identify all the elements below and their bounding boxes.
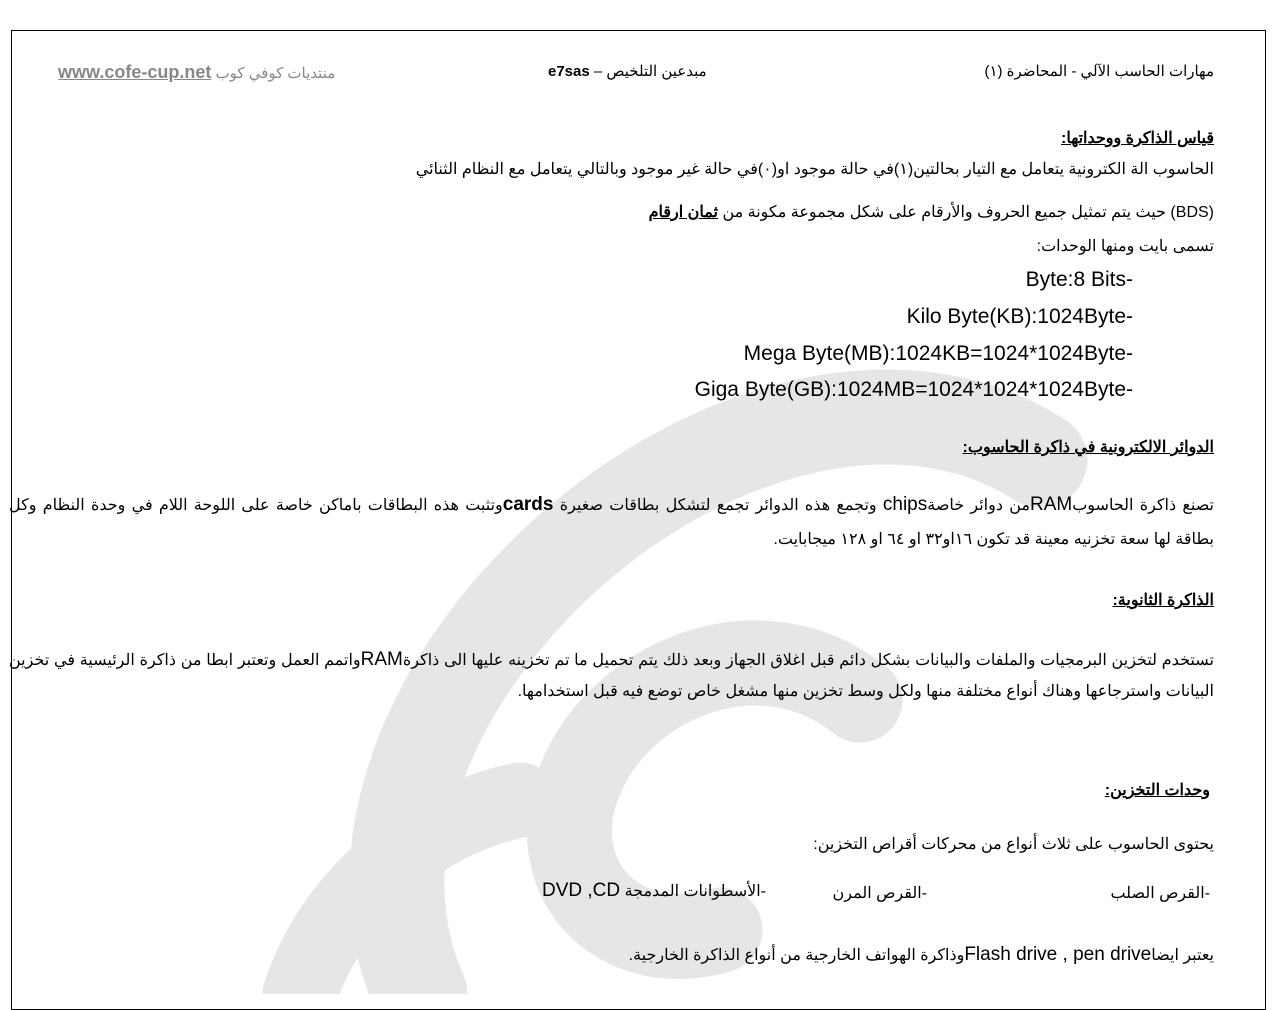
secondary-ram: RAM — [360, 649, 403, 670]
summary-label: مبدعين التلخيص – — [593, 63, 707, 80]
secondary-heading: الذاكرة الثانوية: — [1112, 592, 1214, 609]
storage-footer-2: وذاكرة الهواتف الخارجية من أنواع الذاكرة الخارجية. — [628, 947, 965, 964]
circuits-text-3: وتجمع هذه الدوائر تجمع لتشكل بطاقات صغيرة — [553, 497, 883, 514]
circuits-chips: chips — [882, 494, 928, 515]
storage-item-optical-en: DVD ,CD — [542, 880, 621, 901]
unit-megabyte: Mega Byte(MB):1024KB=1024*1024Byte- — [743, 342, 1133, 365]
forum-credit — [58, 62, 335, 83]
unit-kilobyte: Kilo Byte(KB):1024Byte- — [906, 305, 1133, 328]
secondary-text-2: واتمم العمل وتعتبر ابطا من ذاكرة الرئيسية في تخزين البيانات واسترجاعها وهناك أنواع مختلفة منها ولكل وسط تخزين منها مشغل خاص توضع فيه قبل استخدامها. — [9, 652, 1214, 700]
circuits-text-4: وتثبت هذه البطاقات باماكن خاصة على اللوحة اللام في وحدة النظام وكل بطاقة لها سعة تخزنيه معينة قد تكون ١٦او٣٢ او ٦٤ او ١٢٨ ميجابايت. — [9, 497, 1214, 548]
brand-name: e7sas — [548, 63, 590, 80]
memory-line-2-text: (BDS) حيث يتم تمثيل جميع الحروف والأرقام على شكل مجموعة مكونة من — [722, 204, 1214, 221]
circuits-ram: RAM — [1029, 494, 1073, 515]
circuits-text-2: من دوائر خاصة — [927, 497, 1030, 514]
summary-credit — [548, 62, 707, 80]
circuits-paragraph — [9, 488, 1214, 557]
circuits-cards: cards — [502, 494, 554, 515]
storage-item-hard-disk: -القرص الصلب — [1110, 885, 1210, 902]
secondary-text-1: تستخدم لتخزين البرمجيات والملفات والبيانات بشكل دائم قبل اغلاق الجهاز وبعد ذلك يتم تحميل ما تم تخزينه عليها الى ذاكرة — [402, 652, 1214, 669]
memory-line-2 — [649, 202, 1214, 222]
storage-footer-flash: Flash drive , pen drive — [964, 944, 1152, 965]
storage-item-floppy: -القرص المرن — [832, 885, 927, 902]
memory-line-2-bold: ثمان ارقام — [648, 204, 718, 221]
course-title: مهارات الحاسب الآلي - المحاضرة (١) — [984, 63, 1214, 80]
memory-line-3: تسمى بايت ومنها الوحدات: — [1036, 238, 1214, 255]
storage-item-optical-ar: -الأسطوانات المدمجة — [624, 883, 766, 900]
circuits-text-1: تصنع ذاكرة الحاسوب — [1072, 497, 1214, 514]
unit-byte: Byte:8 Bits- — [1025, 268, 1133, 291]
memory-line-1: الحاسوب الة الكترونية يتعامل مع التيار بحالتين(١)في حالة موجود او(٠)في حالة غير موجود وبالتالي يتعامل مع النظام الثنائي — [415, 161, 1214, 178]
memory-heading: قياس الذاكرة ووحداتها: — [1061, 130, 1214, 147]
circuits-heading: الدوائر الالكترونية في ذاكرة الحاسوب: — [962, 439, 1214, 456]
storage-footer — [629, 944, 1214, 966]
secondary-paragraph — [9, 644, 1214, 707]
storage-intro: يحتوى الحاسوب على ثلاث أنواع من محركات أقراص التخزين: — [813, 836, 1214, 853]
forum-link[interactable]: www.cofe-cup.net — [58, 62, 212, 82]
storage-item-optical — [542, 880, 766, 902]
forum-name: منتديات كوفي كوب — [215, 65, 336, 82]
storage-footer-1: يعتبر ايضا — [1151, 947, 1214, 964]
storage-heading: وحدات التخزين: — [1104, 782, 1210, 799]
unit-gigabyte: Giga Byte(GB):1024MB=1024*1024*1024Byte- — [694, 378, 1133, 401]
